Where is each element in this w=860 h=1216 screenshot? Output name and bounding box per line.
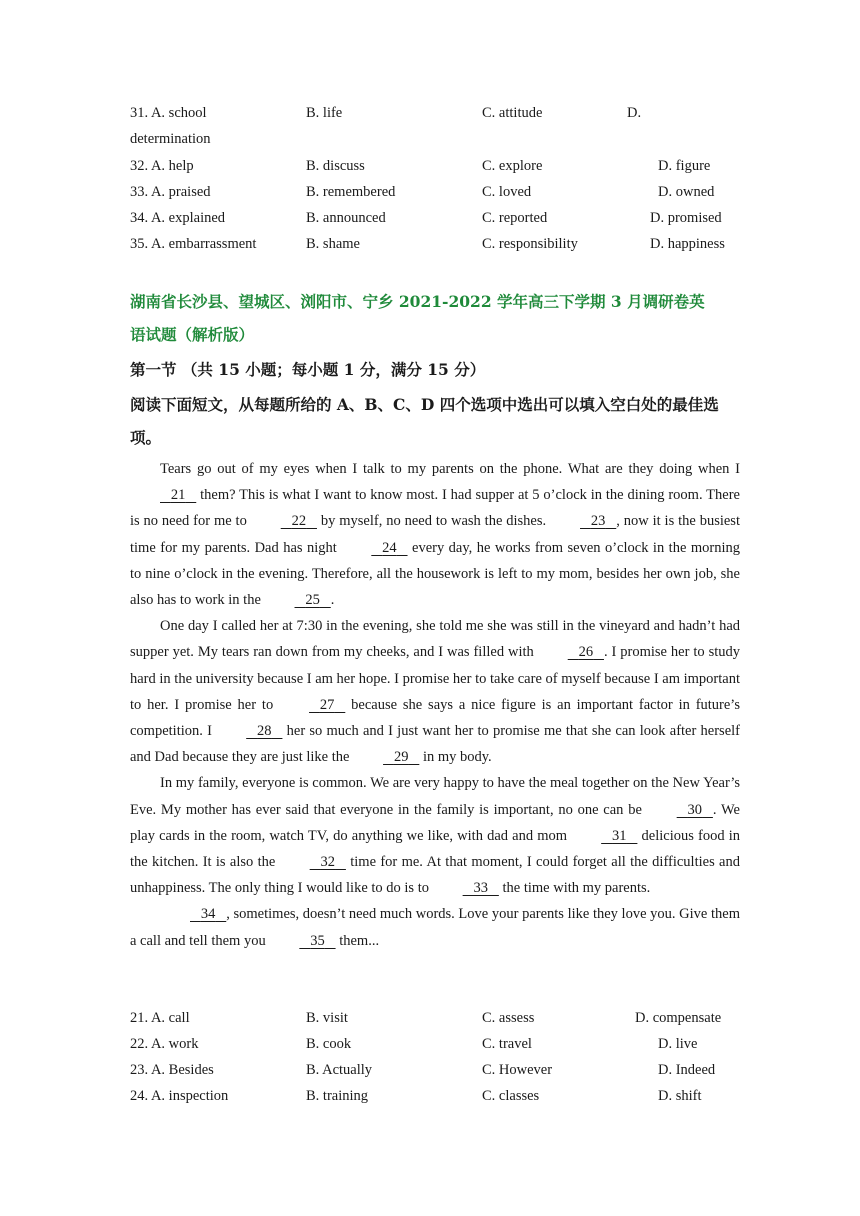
section-title: 第一节 （共 15 小题；每小题 1 分，满分 15 分） (130, 360, 486, 379)
option-row-33 (130, 179, 740, 205)
option-row-22 (130, 1031, 740, 1057)
option-a: 23. A. Besides (130, 1062, 214, 1078)
blank-21: 21 (170, 487, 186, 504)
blank-34: 34 (200, 906, 216, 923)
option-c: C. attitude (482, 105, 543, 121)
exam-title (130, 285, 740, 351)
option-d: D. compensate (635, 1010, 722, 1026)
paragraph-2: One day I called her at 7:30 in the evening, she told me she was still in the vineyard and hadn’t had supper yet. My tears ran down from my cheeks, and I was filled with 26 . I promise her to study hard in the university because I am her hope. I promise her to take care of myself because I am important to her. I promise her to 27 because she says a nice figure is an important factor in future’s competition. I 28 her so much and I just want her to promise me that she can look after herself and Dad because they are just like the 29 in my body. (130, 613, 740, 770)
option-a: 24. A. inspection (130, 1088, 229, 1104)
blank-32: 32 (320, 854, 336, 871)
option-a: 35. A. embarrassment (130, 236, 257, 252)
option-b: B. announced (306, 210, 386, 226)
blank-23: 23 (590, 513, 606, 530)
option-c: C. assess (482, 1010, 535, 1026)
option-row-35 (130, 231, 740, 257)
option-row-34 (130, 205, 740, 231)
blank-22: 22 (291, 513, 307, 530)
option-c: C. reported (482, 210, 548, 226)
option-c: C. explore (482, 158, 543, 174)
blank-26: 26 (578, 644, 594, 661)
option-b: B. visit (306, 1010, 348, 1026)
blank-31: 31 (612, 827, 627, 844)
blank-24: 24 (382, 539, 397, 556)
paragraph-3: In my family, everyone is common. We are very happy to have the meal together on the New Year’s Eve. My mother has ever said that everyone in the family is important, no one can be 30 . We play cards in the room, watch TV, do anything we like, with dad and mom 31 delicious food in the kitchen. It is also the 32 time for me. At that moment, I could forget all the difficulties and unhappiness. The only thing I would like to do is to 33 the time with my parents. (130, 770, 740, 901)
option-b: B. cook (306, 1036, 352, 1052)
option-a: 21. A. call (130, 1010, 190, 1026)
option-row-31 (130, 100, 740, 126)
blank-28: 28 (257, 723, 272, 740)
option-c: C. responsibility (482, 236, 578, 252)
option-d-wrap: determination (130, 131, 211, 147)
option-c: C. loved (482, 184, 532, 200)
exam-title-line-1: 湖南省长沙县、望城区、浏阳市、宁乡 2021-2022 学年高三下学期 3 月调研卷英 (130, 292, 705, 311)
option-d: D. owned (658, 184, 715, 200)
option-b: B. Actually (306, 1062, 373, 1078)
option-c: C. classes (482, 1088, 540, 1104)
option-b: B. life (306, 105, 343, 121)
option-b: B. discuss (306, 158, 365, 174)
option-row-23 (130, 1057, 740, 1083)
option-c: C. However (482, 1062, 553, 1078)
paragraph-4: 34 , sometimes, doesn’t need much words. Love your parents like they love you. Give them a call and tell them you 35 them... (130, 901, 740, 953)
blank-30: 30 (687, 801, 703, 818)
option-c: C. travel (482, 1036, 532, 1052)
cloze-passage (130, 456, 740, 954)
section-instruction: 阅读下面短文，从每题所给的 A、B、C、D 四个选项中选出可以填入空白处的最佳选项。 (130, 395, 719, 447)
option-d: D. Indeed (658, 1062, 716, 1078)
blank-25: 25 (305, 592, 320, 609)
option-b: B. shame (306, 236, 360, 252)
option-a: 32. A. help (130, 158, 194, 174)
option-d: D. live (658, 1036, 698, 1052)
option-row-32 (130, 153, 740, 179)
option-d: D. happiness (650, 236, 725, 252)
exam-title-line-2: 语试题（解析版） (130, 325, 255, 344)
option-row-24 (130, 1083, 740, 1109)
blank-35: 35 (310, 932, 325, 949)
blank-27: 27 (319, 696, 335, 713)
blank-33: 33 (473, 880, 488, 897)
option-b: B. remembered (306, 184, 396, 200)
paragraph-1: Tears go out of my eyes when I talk to my parents on the phone. What are they doing when I 21 them? This is what I want to know most. I had supper at 5 o’clock in the dining room. There is no need for me to 22 by myself, no need to wash the dishes. 23 , now it is the busiest time for my parents. Dad has night 24 every day, he works from seven o’clock in the morning to nine o’clock in the evening. Therefore, all the housework is left to my mom, besides her own job, she also has to work in the 25 . (130, 456, 740, 613)
blank-29: 29 (393, 749, 409, 766)
option-a: 31. A. school (130, 105, 207, 121)
option-a: 22. A. work (130, 1036, 199, 1052)
option-b: B. training (306, 1088, 369, 1104)
option-a: 33. A. praised (130, 184, 211, 200)
option-row-21 (130, 1005, 740, 1031)
option-d: D. (627, 105, 642, 121)
option-d: D. figure (658, 158, 711, 174)
option-d: D. promised (650, 210, 722, 226)
option-a: 34. A. explained (130, 210, 226, 226)
option-d: D. shift (658, 1088, 702, 1104)
